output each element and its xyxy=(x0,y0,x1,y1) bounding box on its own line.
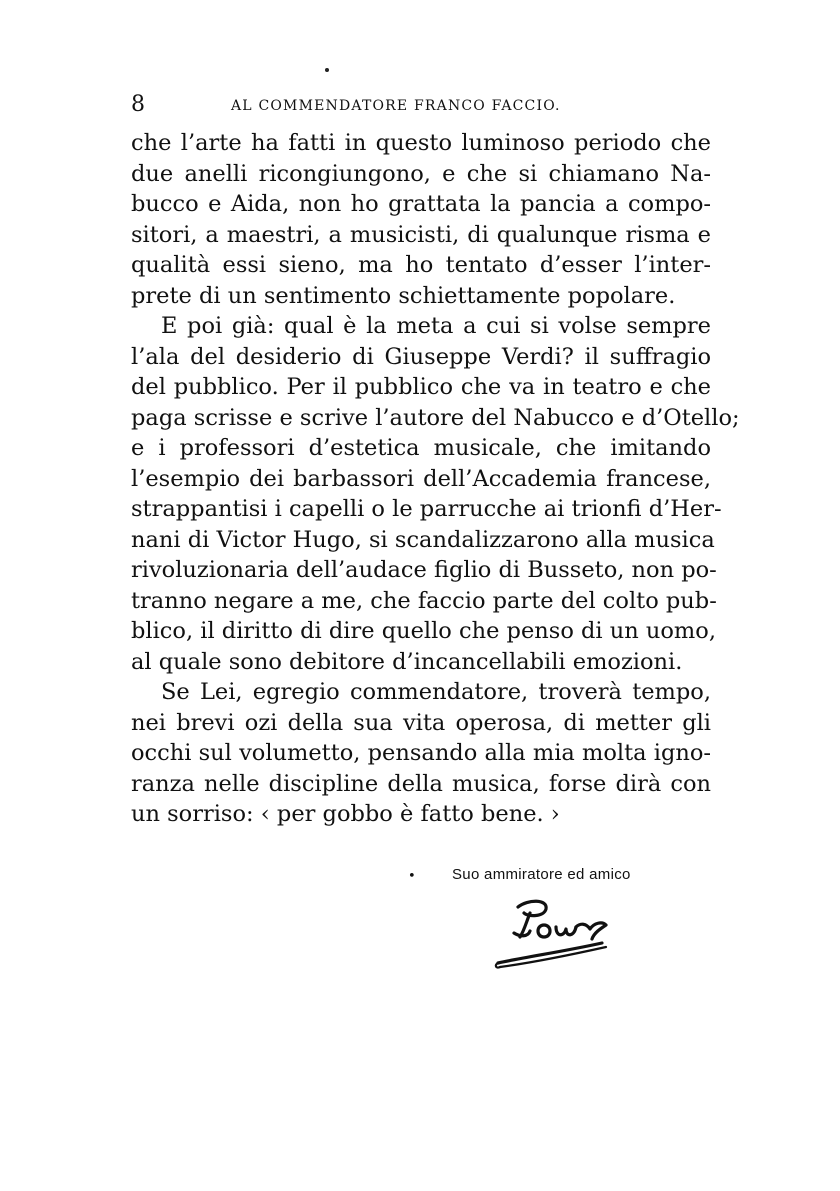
handwritten-signature xyxy=(490,893,620,973)
text-line: un sorriso: ‹ per gobbo è fatto bene. › xyxy=(131,801,560,827)
running-head: AL COMMENDATORE FRANCO FACCIO. xyxy=(231,98,561,114)
text-line: che l’arte ha fatti in questo luminoso periodo che xyxy=(131,130,711,156)
paragraph-2 xyxy=(131,311,740,677)
text-line: paga scrisse e scrive l’autore del Nabucco e d’Otello; xyxy=(131,404,740,431)
text-line: occhi sul volumetto, pensando alla mia molta igno- xyxy=(131,740,711,766)
text-line: nani di Victor Hugo, si scandalizzarono alla musica xyxy=(131,526,715,553)
page-header xyxy=(131,92,711,120)
text-line: tranno negare a me, che faccio parte del colto pub- xyxy=(131,587,717,614)
text-line: nei brevi ozi della sua vita operosa, di metter gli xyxy=(131,709,711,736)
paragraph-1 xyxy=(131,128,711,311)
text-line: prete di un sentimento schiettamente popolare. xyxy=(131,282,676,309)
paragraph-3 xyxy=(131,677,711,830)
text-line: rivoluzionaria dell’audace figlio di Busseto, non po- xyxy=(131,557,717,583)
text-line: l’ala del desiderio di Giuseppe Verdi? il suffragio xyxy=(131,343,711,370)
page-number: 8 xyxy=(131,92,145,117)
text-line: sitori, a maestri, a musicisti, di qualunque risma e xyxy=(131,221,711,248)
text-line: strappantisi i capelli o le parrucche ai trionfi d’Her- xyxy=(131,496,722,522)
text-line: l’esempio dei barbassori dell’Accademia francese, xyxy=(131,465,711,492)
text-line: due anelli ricongiungono, e che si chiamano Na- xyxy=(131,160,711,187)
text-line: ranza nelle discipline della musica, forse dirà con xyxy=(131,770,711,797)
text-line: Se Lei, egregio commendatore, troverà tempo, xyxy=(161,679,711,705)
text-line: e i professori d’estetica musicale, che imitando xyxy=(131,435,711,461)
text-line: blico, il diritto di dire quello che penso di un uomo, xyxy=(131,618,716,644)
bullet-icon: • xyxy=(408,869,416,884)
stray-dot xyxy=(325,68,329,72)
closing-text: Suo ammiratore ed amico xyxy=(452,866,631,883)
text-line: E poi già: qual è la meta a cui si volse sempre xyxy=(161,313,711,339)
text-line: al quale sono debitore d’incancellabili emozioni. xyxy=(131,648,683,675)
text-line: del pubblico. Per il pubblico che va in teatro e che xyxy=(131,374,711,400)
body-text xyxy=(131,128,740,830)
text-line: bucco e Aida, non ho grattata la pancia a compo- xyxy=(131,191,711,217)
text-line: qualità essi sieno, ma ho tentato d’esser l’inter- xyxy=(131,252,711,278)
closing-line xyxy=(408,866,728,890)
